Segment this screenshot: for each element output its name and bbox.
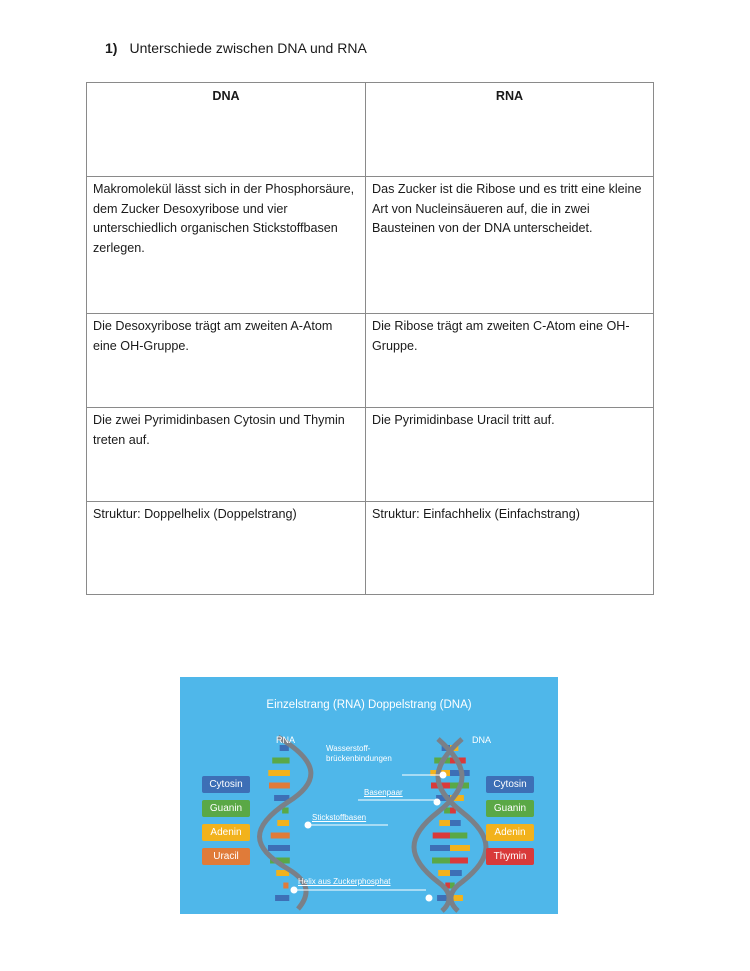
dna-cell: Die Desoxyribose trägt am zweiten A-Atom eine OH-Gruppe.	[87, 314, 366, 408]
dna-cell: Struktur: Doppelhelix (Doppelstrang)	[87, 502, 366, 595]
rna-base-cytosin-label: Cytosin	[202, 776, 250, 793]
rna-base-rung	[272, 758, 289, 764]
rna-cell: Die Ribose trägt am zweiten C-Atom eine OH-Gruppe.	[366, 314, 654, 408]
table-row	[87, 502, 654, 595]
dna-rna-figure	[180, 677, 558, 914]
dna-base-rung	[450, 845, 470, 851]
dna-label: DNA	[472, 735, 492, 745]
comparison-table	[86, 82, 654, 595]
dna-base-guanin-label: Guanin	[486, 800, 534, 817]
dna-base-rung	[432, 858, 450, 864]
rna-label: RNA	[276, 735, 296, 745]
rna-base-rung	[283, 883, 288, 889]
rna-base-rung	[277, 820, 289, 826]
rna-base-adenin-label: Adenin	[202, 824, 250, 841]
rna-base-uracil-label: Uracil	[202, 848, 250, 865]
nitrogen-bases-annotation: Stickstoffbasen	[312, 813, 367, 822]
rna-base-rung	[275, 895, 289, 901]
hydrogen-bonds-annotation: Wasserstoff- brückenbindungen	[326, 744, 392, 763]
dna-base-rung	[450, 820, 461, 826]
rna-base-rung	[271, 833, 290, 839]
dna-base-rung	[450, 833, 467, 839]
rna-base-guanin-label: Guanin	[202, 800, 250, 817]
exercise-heading	[105, 40, 367, 56]
header-dna: DNA	[87, 83, 366, 177]
rna-cell: Struktur: Einfachhelix (Einfachstrang)	[366, 502, 654, 595]
dna-base-rung	[438, 870, 450, 876]
base-pair-annotation: Basenpaar	[364, 788, 403, 797]
dna-base-rung	[430, 845, 450, 851]
dna-base-rung	[450, 858, 468, 864]
dna-base-adenin-label: Adenin	[486, 824, 534, 841]
helix-annotation: Helix aus Zuckerphosphat	[298, 877, 391, 886]
table-row	[87, 408, 654, 502]
rna-base-rungs	[268, 745, 290, 901]
exercise-number: 1)	[105, 40, 118, 56]
dna-cell: Makromolekül lässt sich in der Phosphorsäure, dem Zucker Desoxyribose und vier unterschiedlich organischen Stickstoffbasen zerlegen.	[87, 177, 366, 314]
exercise-title: Unterschiede zwischen DNA und RNA	[129, 40, 367, 56]
table-row	[87, 177, 654, 314]
rna-base-rung	[268, 845, 290, 851]
table-row	[87, 314, 654, 408]
dna-base-rung	[450, 870, 462, 876]
rna-cell: Das Zucker ist die Ribose und es tritt eine kleine Art von Nucleinsäueren auf, die in zwei Bausteinen von der DNA unterscheidet.	[366, 177, 654, 314]
header-rna: RNA	[366, 83, 654, 177]
dna-base-rung	[439, 820, 450, 826]
figure-title: Einzelstrang (RNA) Doppelstrang (DNA)	[266, 699, 472, 711]
rna-cell: Die Pyrimidinbase Uracil tritt auf.	[366, 408, 654, 502]
dna-base-cytosin-label: Cytosin	[486, 776, 534, 793]
dna-cell: Die zwei Pyrimidinbasen Cytosin und Thymin treten auf.	[87, 408, 366, 502]
table-header-row	[87, 83, 654, 177]
rna-base-rung	[268, 770, 290, 776]
dna-base-rung	[433, 833, 450, 839]
rna-base-rung	[269, 783, 290, 789]
dna-base-thymin-label: Thymin	[486, 848, 534, 865]
